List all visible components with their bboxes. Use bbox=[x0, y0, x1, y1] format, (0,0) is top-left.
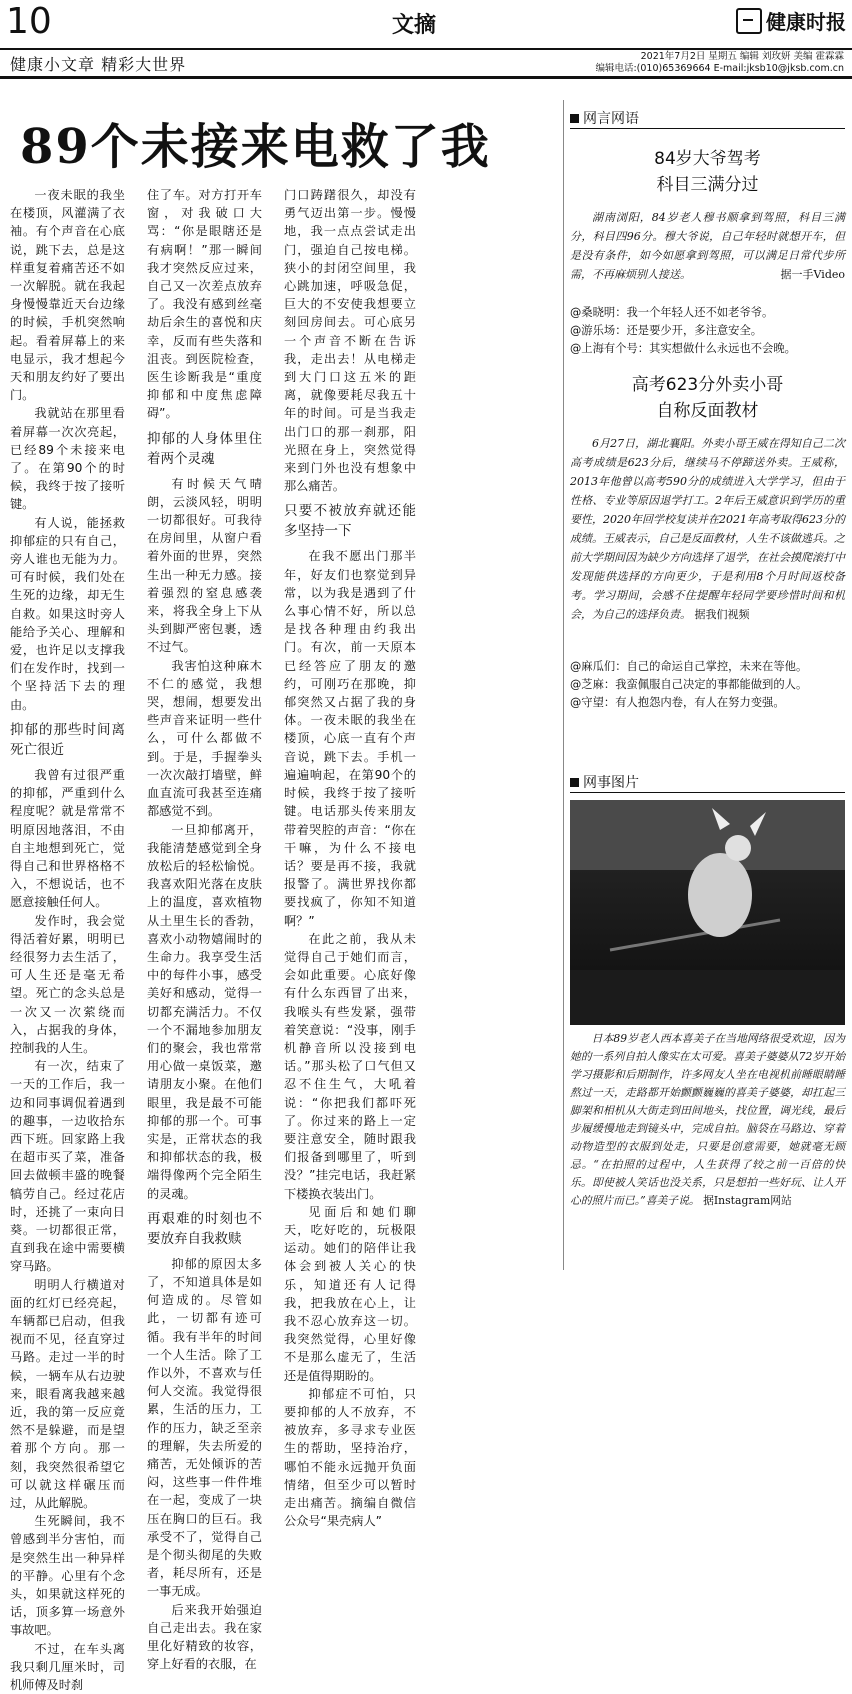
comment: @守望：有人抱怨内卷，有人在努力变强。 bbox=[570, 696, 785, 709]
article-headline: 89个未接来电救了我 bbox=[20, 119, 491, 175]
subheading: 抑郁的那些时间离死亡很近 bbox=[10, 721, 125, 758]
subheading: 再艰难的时刻也不要放弃自我救赎 bbox=[147, 1210, 262, 1247]
paragraph: 在我不愿出门那半年，好友们也察觉到异常，以为我是遇到了什么事心情不好，所以总是找各种理由约我出门。有次，前一天原本已经答应了朋友的邀约，可刚巧在那晚，抑郁突然又占据了我的身体。一夜未眠的我坐在楼顶，心底一直有个声音说，跳下去。手机一遍遍响起，在第90个的时候，我终于按了接听键。电话那头传来朋友带着哭腔的声音：“你在干嘛，为什么不接电话？要是再不接，我就报警了。满世界找你都要找疯了，你知不知道啊？” bbox=[284, 549, 416, 928]
section-rule bbox=[570, 128, 845, 129]
story2-text: 6月27日，湖北襄阳。外卖小哥王威在得知自己二次高考成绩是623分后，继续马不停蹄送外卖。王威称，2013年他曾以高考590分的成绩进入大学学习，但由于性格、专业等原因退学打工。2年后王威意识到学历的重要性，2020年回学校复读并在2021年高考取得623分的成绩。王威表示，自己是反面教材，人生不该做逃兵。之前大学期间因为缺少方向选择了退学，在社会摸爬滚打中发现能供选择的方向更少，于是利用8个月时间返校备考。学习期间，会感不住提醒年轻同学要珍惜时间和机会，为自己的选择负责。 bbox=[570, 437, 845, 621]
page-number: 10 bbox=[6, 1, 52, 42]
story1-title-line2: 科目三满分过 bbox=[656, 175, 759, 195]
story2-source: 据我们视频 bbox=[694, 608, 750, 621]
brand-logo-icon bbox=[736, 8, 762, 34]
contact-line: 编辑电话:(010)65369664 E-mail:jksb10@jksb.com.cn bbox=[595, 63, 844, 74]
story2-title-line2: 自称反面教材 bbox=[656, 401, 759, 421]
comment: @游乐场：还是要少开，多注意安全。 bbox=[570, 324, 763, 337]
paragraph: 明明人行横道对面的红灯已经亮起，车辆都已启动，但我视而不见，径直穿过马路。走过一半的时候，一辆车从右边驶来，眼看离我越来越近，我的第一反应竟然不是躲避，而是望着那个方向。那一刻，我突然很希望它可以就这样碾压而过，从此解脱。 bbox=[10, 1277, 125, 1511]
story1-comments bbox=[570, 304, 845, 358]
square-bullet-icon bbox=[570, 114, 579, 123]
paragraph: 不过，在车头离我只剩几厘米时，司机师傅及时刹 bbox=[10, 1641, 125, 1693]
square-bullet-icon bbox=[570, 778, 579, 787]
paragraph: 我害怕这种麻木不仁的感觉，我想哭，想闹，想要发出些声音来证明一些什么，可什么都做不到。于是，手握拳头一次次敲打墙壁，鲜血直流可我甚至连痛都感觉不到。 bbox=[147, 658, 262, 819]
paragraph: 有一次，结束了一天的工作后，我一边和同事调侃着遇到的趣事，一边收拾东西下班。回家路上我在超市买了菜，准备回去做顿丰盛的晚餐犒劳自己。经过花店时，还挑了一束向日葵。一切都很正常，直到我在途中需要横穿马路。 bbox=[10, 1059, 125, 1274]
paragraph: 生死瞬间，我不曾感到半分害怕，而是突然生出一种异样的平静。心里有个念头，如果就这样死的话，顶多算一场意外事故吧。 bbox=[10, 1514, 125, 1638]
article-column-1 bbox=[10, 186, 125, 1693]
section-rule bbox=[570, 792, 845, 793]
header-rule-thick bbox=[0, 76, 852, 79]
story2-title-line1: 高考623分外卖小哥 bbox=[631, 375, 784, 395]
paragraph: 在此之前，我从未觉得自己于她们而言，会如此重要。心底好像有什么东西冒了出来，我喉头有些发紧，强带着笑意说：“没事，刚手机静音所以没接到电话。”那头松了口气但又忍不住生气，大吼着说：“你把我们都吓死了。你过来的路上一定要注意安全，随时跟我们报备到哪里了，听到没？”挂完电话，我赶紧下楼换衣装出门。 bbox=[284, 931, 416, 1201]
section-title: 文摘 bbox=[392, 12, 437, 38]
comment: @上海有个号：其实想做什么永远也不会晚。 bbox=[570, 342, 796, 355]
paragraph: 我曾有过很严重的抑郁，严重到什么程度呢？就是常常不明原因地落泪，不由自主地想到死亡，觉得自己和世界格格不入，不想说话，也不愿意接触任何人。 bbox=[10, 767, 125, 910]
paragraph: 抑郁的原因太多了，不知道具体是如何造成的。尽管如此，一切都有迹可循。我有半年的时间一个人生活。除了工作以外，不喜欢与任何人交流。我觉得很累，生活的压力，工作的压力，缺乏至亲的理解，失去所爱的痛苦，无处倾诉的苦闷，这些事一件件堆在一起，变成了一块压在胸口的巨石。我承受不了，觉得自己是个彻头彻尾的失败者，耗尽所有，还是一事无成。 bbox=[147, 1256, 262, 1599]
paragraph: 一夜未眠的我坐在楼顶，风灌满了衣袖。有个声音在心底说，跳下去，总是这样重复着痛苦还不如一次解脱。就在我起身慢慢靠近天台边缘的时候，手机突然响起。看着屏幕上的来电显示，我才想起今天和朋友约好了要出门。 bbox=[10, 188, 125, 403]
paragraph: 我就站在那里看着屏幕一次次亮起，已经89个未接来电了。在第90个的时候，我终于按了接听键。 bbox=[10, 406, 125, 512]
story1-body bbox=[570, 208, 845, 284]
header-rule bbox=[0, 48, 852, 50]
brand-name: 健康时报 bbox=[766, 10, 846, 34]
caption-text: 日本89岁老人西本喜美子在当地网络很受欢迎，因为她的一系列自拍人像实在太可爱。喜美子婆婆从72岁开始学习摄影和后期制作，许多网友人坐在电视机前睡眼睛睡熬过一天，走路都开始颤颤巍巍的喜美子婆婆，却扛起三脚架和相机从大街走到田间地头，找位置，调光线，最后步履缓慢地走到镜头中，完成自拍。脑袋在马路边、穿着动物造型的衣服到处走，只要是创意需要，她就毫无顾忌。“在拍照的过程中，人生获得了较之前一百倍的快乐。即使被人笑话也没关系，只是想拍一些好玩、让人开心的照片而已。”喜美子说。 bbox=[570, 1032, 845, 1207]
photo-illustration bbox=[570, 800, 845, 1025]
comment: @麻瓜们：自己的命运自己掌控，未来在等他。 bbox=[570, 660, 808, 673]
story2-title bbox=[570, 372, 845, 424]
news-photo bbox=[570, 800, 845, 1025]
caption-source: 据Instagram网站 bbox=[703, 1194, 792, 1207]
story1-title bbox=[570, 146, 845, 198]
paragraph: 后来我开始强迫自己走出去。我在家里化好精致的妆容，穿上好看的衣服，在 bbox=[147, 1602, 262, 1672]
brand bbox=[736, 6, 846, 35]
section-label-text: 网言网语 bbox=[583, 111, 639, 127]
story1-text: 湖南浏阳，84岁老人穆书顺拿到驾照，科目三满分，科目四96分。穆大爷说，自己年轻时就想开车，但是没有条件，如今如愿拿到驾照，可以满足日常代步所需，不再麻烦别人接送。 bbox=[570, 211, 845, 281]
comment: @桑晓明：我一个年轻人还不如老爷爷。 bbox=[570, 306, 774, 319]
sidebar-section-label-2 bbox=[570, 772, 845, 793]
article-column-2 bbox=[147, 186, 262, 1672]
sidebar-section-label bbox=[570, 108, 845, 129]
article-column-3 bbox=[284, 186, 416, 1529]
date-line: 2021年7月2日 星期五 编辑 刘玫妍 美编 霍霖霖 bbox=[640, 51, 844, 62]
paragraph: 有人说，能拯救抑郁症的只有自己，旁人谁也无能为力。可有时候，我们处在生死的边缘，却无生自救。如果这时旁人能给予关心、理解和爱，也许足以支撑我们在发作时，找到一个坚持活下去的理由。 bbox=[10, 515, 125, 712]
slogan: 健康小文章 精彩大世界 bbox=[10, 55, 187, 74]
paragraph: 住了车。对方打开车窗，对我破口大骂：“你是眼瞎还是有病啊！”那一瞬间我才突然反应过来，自己又一次差点放弃了。我没有感到丝毫劫后余生的喜悦和庆幸，反而有些失落和沮丧。到医院检查，医生诊断我是“重度抑郁和中度焦虑障碍”。 bbox=[147, 188, 262, 421]
story2-comments bbox=[570, 658, 845, 712]
story1-source: 据一手Video bbox=[780, 268, 845, 281]
story2-body bbox=[570, 434, 845, 624]
paragraph: 见面后和她们聊天，吃好吃的，玩极限运动。她们的陪伴让我体会到被人关心的快乐，知道还有人记得我，把我放在心上，让我不忍心放弃这一切。我突然觉得，心里好像不是那么虚无了，生活还是值得期盼的。 bbox=[284, 1204, 416, 1383]
photo-caption bbox=[570, 1030, 845, 1210]
paragraph: 发作时，我会觉得活着好累，明明已经很努力去生活了，可人生还是毫无希望。死亡的念头总是一次又一次萦绕而入，占据我的身体，控制我的人生。 bbox=[10, 913, 125, 1055]
issue-meta bbox=[595, 51, 844, 75]
paragraph: 一旦抑郁离开，我能清楚感觉到全身放松后的轻松愉悦。我喜欢阳光落在皮肤上的温度，喜欢植物从土里生长的香勃，喜欢小动物嬉闹时的生命力。我享受生活中的每件小事，感受美好和感动，觉得一切都充满活力。不仅一个不漏地参加朋友们的聚会，我也常常用心做一桌饭菜，邀请朋友小聚。在他们眼里，我是最不可能抑郁的那一个。可事实是，正常状态的我和抑郁状态的我，极端得像两个完全陌生的灵魂。 bbox=[147, 822, 262, 1201]
paragraph: 门口踌躇很久，却没有勇气迈出第一步。慢慢地，我一点点尝试走出门，强迫自己按电梯。狭小的封闭空间里，我心跳加速，呼吸急促，巨大的不安使我想要立刻回房间去。可心底另一个声音不断在告诉我，走出去！从电梯走到大门口这五米的距离，就像要耗尽我五十年的时间。可是当我走出门口的那一刹那，阳光照在身上，突然觉得来到门外也没有想象中那么痛苦。 bbox=[284, 188, 416, 494]
subheading: 只要不被放弃就还能多坚持一下 bbox=[284, 503, 416, 540]
paragraph: 有时候天气晴朗，云淡风轻，明明一切都很好。可我待在房间里，从窗户看着外面的世界，突然生出一种无力感。接着强烈的窒息感袭来，将我全身上下从头到脚严密包裹，透不过气。 bbox=[147, 476, 262, 655]
subheading: 抑郁的人身体里住着两个灵魂 bbox=[147, 430, 262, 467]
column-divider bbox=[563, 100, 564, 1270]
section-label-text: 网事图片 bbox=[583, 775, 639, 791]
story1-title-line1: 84岁大爷驾考 bbox=[654, 149, 761, 169]
comment: @芝麻：我蛮佩服自己决定的事都能做到的人。 bbox=[570, 678, 808, 691]
paragraph: 抑郁症不可怕，只要抑郁的人不放弃，不被放弃，多寻求专业医生的帮助，坚持治疗，哪怕不能永远抛开负面情绪，但至少可以暂时走出痛苦。摘编自微信公众号“果壳病人” bbox=[284, 1386, 416, 1529]
